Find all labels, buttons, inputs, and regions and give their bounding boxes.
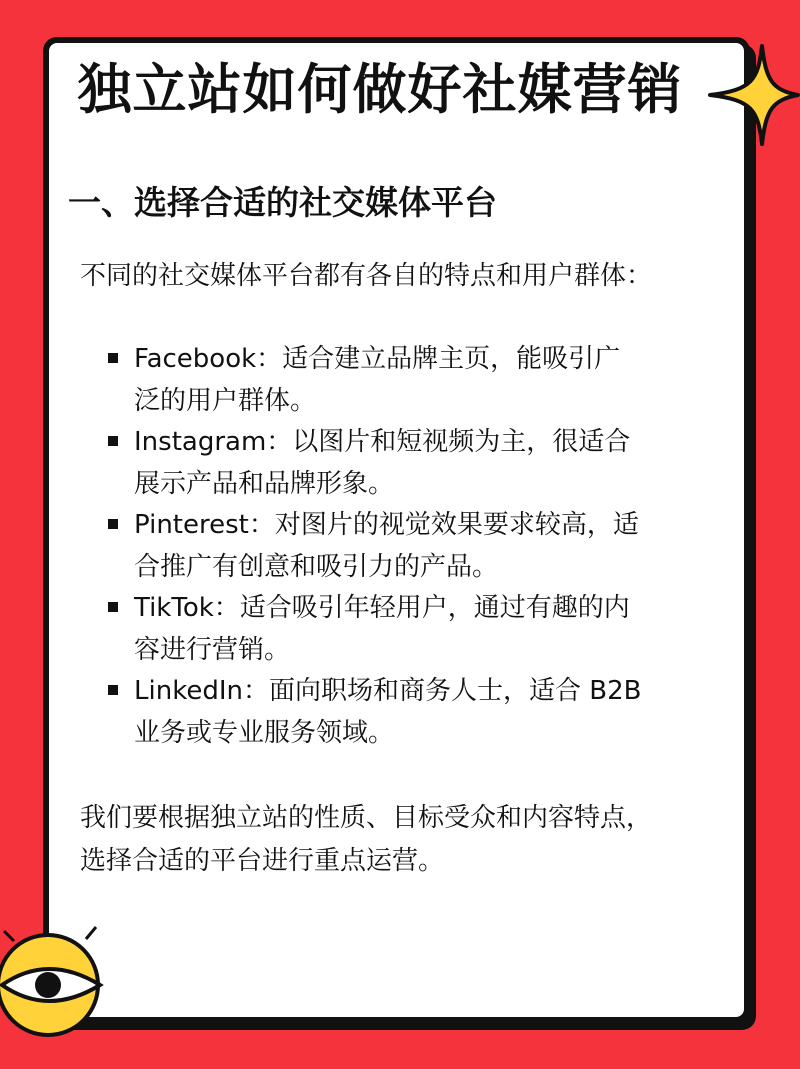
list-item: [100, 504, 700, 588]
list-item: [100, 670, 700, 754]
closing-paragraph: [80, 797, 720, 883]
list-item-line: Instagram：以图片和短视频为主，很适合: [134, 427, 631, 457]
list-item: [100, 421, 700, 505]
list-item: [100, 338, 700, 422]
closing-line: 选择合适的平台进行重点运营。: [80, 846, 445, 876]
intro-text: 不同的社交媒体平台都有各自的特点和用户群体：: [80, 261, 653, 291]
list-item-line: 容进行营销。: [134, 635, 291, 665]
list-item-line: 业务或专业服务领域。: [134, 718, 395, 748]
list-item: [100, 587, 700, 671]
bullet-icon: [108, 685, 118, 695]
bullet-icon: [108, 353, 118, 363]
bullet-icon: [108, 602, 118, 612]
platform-list: [100, 338, 700, 753]
list-item-line: TikTok：适合吸引年轻用户，通过有趣的内: [134, 593, 630, 623]
bullet-icon: [108, 519, 118, 529]
page-title: 独立站如何做好社媒营销: [77, 58, 683, 121]
list-item-line: Pinterest：对图片的视觉效果要求较高，适: [134, 510, 639, 540]
list-item-line: 合推广有创意和吸引力的产品。: [134, 552, 499, 582]
list-item-line: Facebook：适合建立品牌主页，能吸引广: [134, 344, 621, 374]
eye-icon: [0, 895, 110, 1045]
bullet-icon: [108, 436, 118, 446]
closing-line: 我们要根据独立站的性质、目标受众和内容特点，: [80, 803, 653, 833]
section-heading: 一、选择合适的社交媒体平台: [68, 183, 497, 222]
list-item-line: LinkedIn：面向职场和商务人士，适合 B2B: [134, 676, 642, 706]
list-item-line: 泛的用户群体。: [134, 386, 317, 416]
list-item-line: 展示产品和品牌形象。: [134, 469, 395, 499]
